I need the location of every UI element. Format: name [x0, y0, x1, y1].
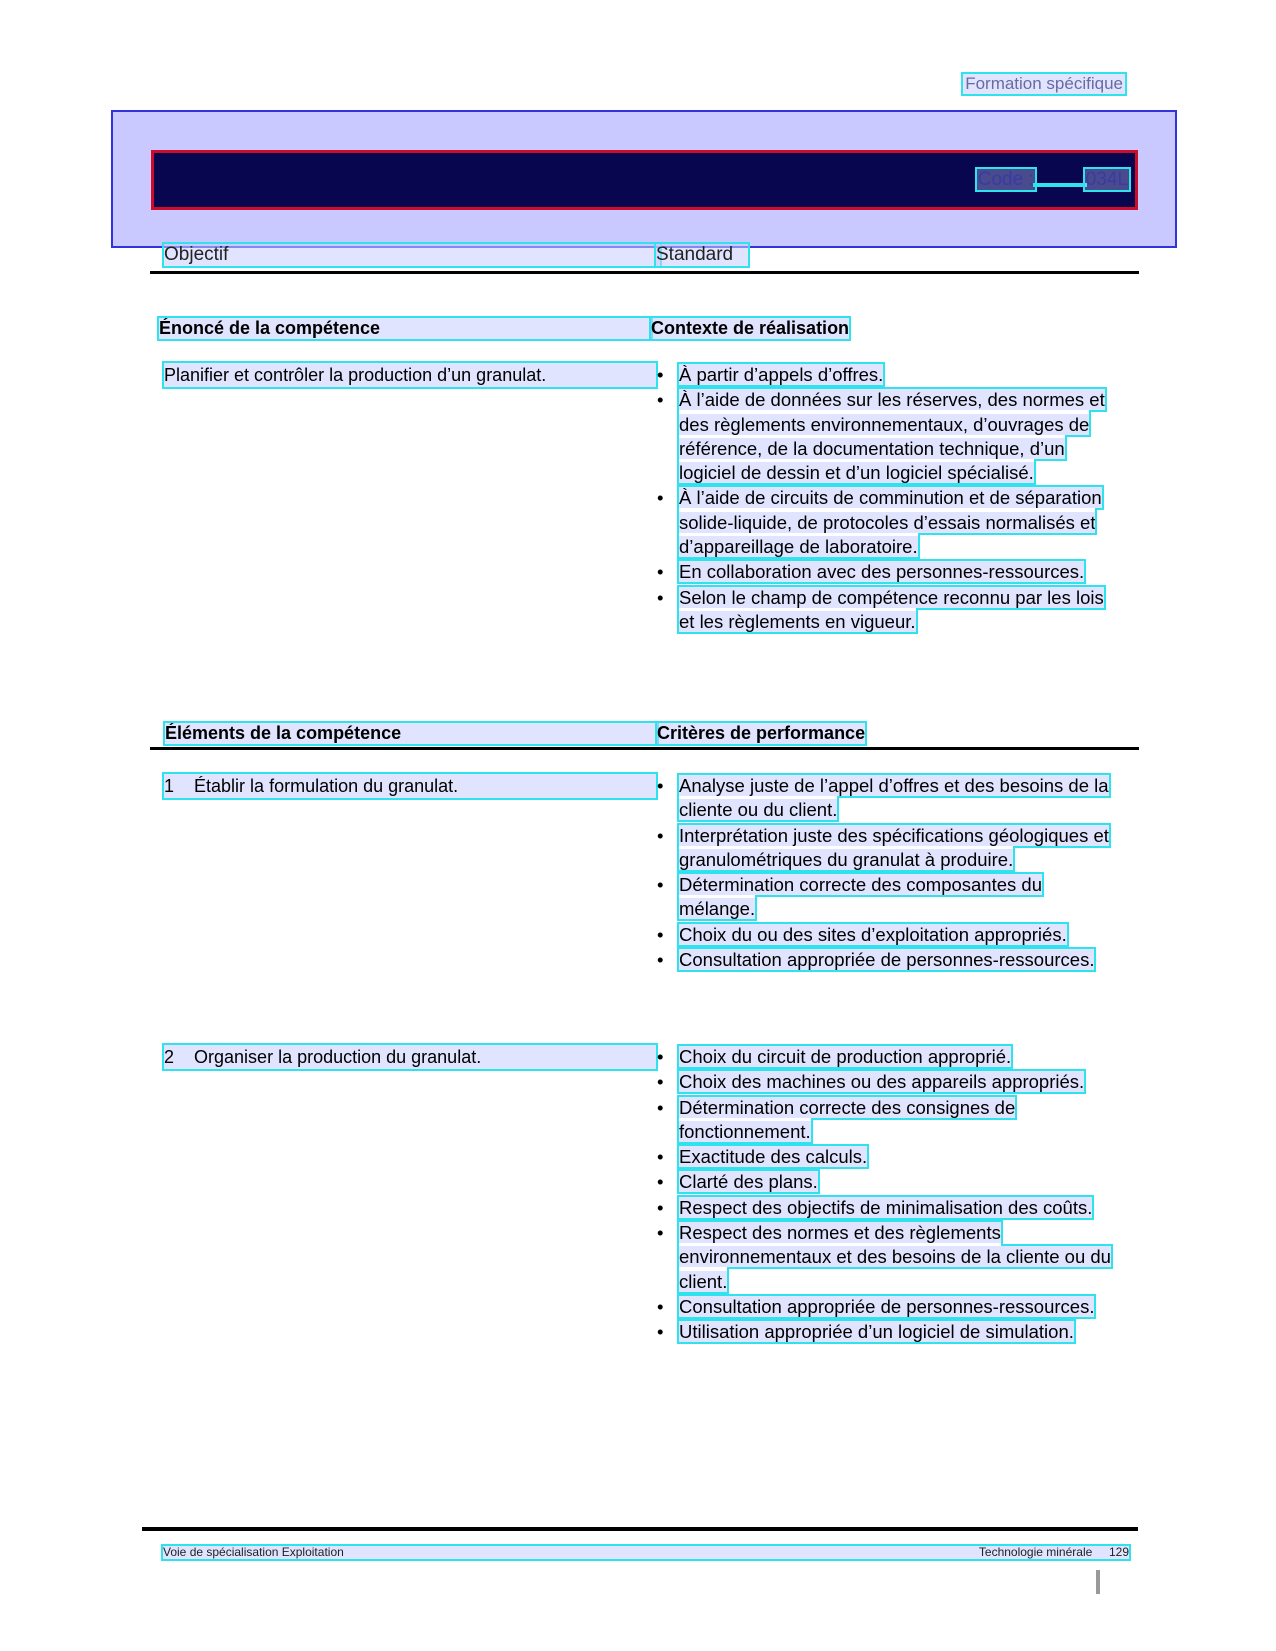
bullet-icon: • [657, 874, 664, 896]
elements-rule [150, 747, 1139, 750]
bullet-icon: • [657, 1171, 664, 1193]
list-item: • Selon le champ de compétence reconnu par les lois et les règlements en vigueur. [657, 586, 1104, 632]
page-marker [1096, 1570, 1100, 1594]
heading-rule [150, 271, 1139, 274]
contexte-list [657, 363, 1123, 635]
bullet-icon: • [657, 561, 664, 583]
bullet-icon: • [657, 1096, 664, 1118]
code-value: 034L [1085, 169, 1128, 190]
footer-left-text: Voie de spécialisation Exploitation [163, 1545, 344, 1559]
bullet-icon: • [657, 487, 664, 509]
list-item: • Détermination correcte des consignes de fonctionnement. [657, 1096, 1016, 1142]
bullet-icon: • [657, 923, 664, 945]
bullet-icon: • [657, 824, 664, 846]
list-item: • En collaboration avec des personnes-ressources. [657, 560, 1123, 584]
bullet-icon: • [657, 389, 664, 411]
list-item: • Clarté des plans. [657, 1170, 1123, 1194]
list-item: • Consultation appropriée de personnes-ressources. [657, 948, 1123, 972]
bullet-icon: • [657, 1046, 664, 1067]
element-label: Établir la formulation du granulat. [194, 776, 459, 796]
list-item: • Interprétation juste des spécifications géologiques et granulométriques du granulat à produire. [657, 824, 1109, 870]
bullet-icon: • [657, 586, 664, 608]
list-item: • Détermination correcte des composantes du mélange. [657, 874, 1042, 920]
criteria-list-2 [657, 1045, 1123, 1346]
list-item: • Respect des normes et des règlements environnementaux et des besoins de la cliente ou du client. [657, 1222, 1111, 1292]
list-item: • Choix des machines ou des appareils appropriés. [657, 1070, 1123, 1094]
contexte-title: Contexte de réalisation [651, 318, 850, 338]
bullet-icon: • [657, 775, 664, 796]
section-label: Formation spécifique [965, 74, 1123, 93]
list-item: • Consultation appropriée de personnes-ressources. [657, 1295, 1123, 1319]
list-item: • Analyse juste de l’appel d’offres et des besoins de la cliente ou du client. [657, 775, 1109, 821]
list-item: • Choix du circuit de production approprié. [657, 1045, 1123, 1069]
list-item: • À l’aide de circuits de comminution et de séparation solide-liquide, de protocoles d’essais normalisés et d’appareillage de laboratoire. [657, 487, 1102, 558]
element-2 [164, 1045, 656, 1069]
bullet-icon: • [657, 1222, 664, 1244]
bullet-icon: • [657, 1295, 664, 1317]
footer [163, 1546, 1129, 1559]
elements-title: Éléments de la compétence [165, 723, 657, 744]
list-item: • À l’aide de données sur les réserves, des normes et des règlements environnementaux, d’ouvrages de référence, de la documentation technique, d’un logiciel de dessin et d’un logiciel spécialisé. [657, 389, 1105, 484]
banner [151, 150, 1138, 210]
list-item: • Utilisation appropriée d’un logiciel de simulation. [657, 1320, 1123, 1344]
list-item: • Choix du ou des sites d’exploitation appropriés. [657, 923, 1123, 947]
element-1 [164, 774, 656, 798]
bullet-icon: • [657, 1321, 664, 1343]
column-heading-objectif: Objectif [164, 244, 660, 266]
list-item: • Exactitude des calculs. [657, 1145, 1123, 1169]
element-number: 1 [164, 776, 175, 796]
bullet-icon: • [657, 1196, 664, 1218]
code-label: Code : [977, 169, 1034, 190]
page-number: 129 [1108, 1545, 1129, 1559]
list-item: • À partir d’appels d’offres. [657, 363, 1123, 387]
code-block [977, 169, 1129, 191]
footer-program: Technologie minérale [978, 1545, 1093, 1559]
bullet-icon: • [657, 1071, 664, 1093]
footer-rule [142, 1527, 1138, 1531]
criteria-list-1 [657, 774, 1123, 973]
element-label: Organiser la production du granulat. [194, 1047, 482, 1067]
criteres-title: Critères de performance [657, 723, 866, 743]
column-heading-standard: Standard [656, 244, 748, 266]
bullet-icon: • [657, 364, 664, 385]
footer-right-text [979, 1546, 1129, 1559]
enonce-text: Planifier et contrôler la production d’un granulat. [164, 363, 656, 387]
bullet-icon: • [657, 949, 664, 971]
element-number: 2 [164, 1047, 175, 1067]
list-item: • Respect des objectifs de minimalisation des coûts. [657, 1196, 1123, 1220]
bullet-icon: • [657, 1146, 664, 1168]
enonce-title: Énoncé de la compétence [159, 318, 651, 339]
